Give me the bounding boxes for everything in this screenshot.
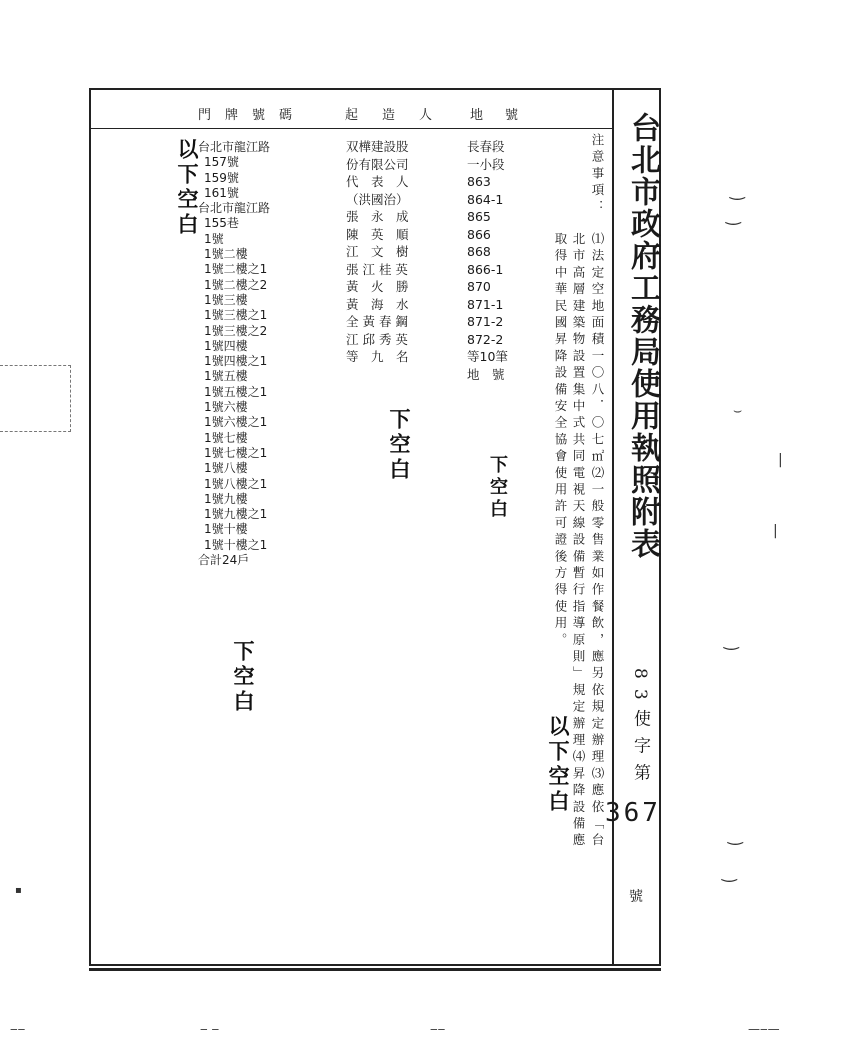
notes-heading: 注意事項： bbox=[590, 133, 605, 217]
land-number-item: 866 bbox=[467, 226, 491, 242]
scan-mark: ‿ bbox=[726, 205, 741, 226]
land-number-item: 866-1 bbox=[467, 261, 504, 277]
address-item: 1號二樓之1 bbox=[204, 262, 268, 277]
handwritten-blank-mid: 下空白 bbox=[487, 455, 508, 521]
address-item: 1號七樓 bbox=[204, 430, 248, 445]
address-item: 台北市龍江路 bbox=[198, 201, 271, 216]
address-item: 1號二樓 bbox=[204, 247, 248, 262]
builder-item: 江 文 樹 bbox=[346, 244, 409, 259]
address-item: 台北市龍江路 bbox=[198, 140, 271, 154]
builder-item: 份有限公司 bbox=[346, 156, 409, 172]
address-item: 1號三樓 bbox=[204, 292, 248, 307]
builder-item: 双樺建設股 bbox=[346, 139, 409, 154]
address-item: 1號 bbox=[204, 231, 224, 246]
address-item: 157號 bbox=[204, 155, 239, 170]
address-item: 1號十樓 bbox=[204, 522, 248, 537]
builder-item: 代 表 人 bbox=[346, 174, 409, 189]
land-number-item: 870 bbox=[467, 279, 491, 294]
builder-list bbox=[346, 138, 409, 366]
notes-line-3: 取得中華民國昇降設備安全協會使用許可證後方得使用。 bbox=[553, 232, 568, 650]
address-item: 1號四樓 bbox=[204, 338, 248, 353]
land-number-item: 863 bbox=[467, 174, 491, 189]
scan-mark: ‒ ‒ bbox=[200, 1022, 220, 1036]
land-number-item: 872-2 bbox=[467, 331, 504, 347]
address-item: 1號八樓之1 bbox=[204, 476, 268, 491]
scan-mark: ‿ bbox=[722, 862, 737, 883]
address-item: 1號六樓之1 bbox=[204, 415, 268, 430]
land-number-item: 一小段 bbox=[467, 156, 505, 172]
land-number-item: 等10筆 bbox=[467, 349, 508, 364]
scan-mark: ⌣ bbox=[733, 403, 743, 419]
header-builder: 起造人 bbox=[345, 108, 457, 123]
notes-line-1: ⑴法定空地面積一〇八．〇七㎡⑵一般零售業如作餐飲，應另依規定辦理⑶應依「台 bbox=[590, 232, 605, 850]
header-land-number: 地號 bbox=[470, 108, 541, 123]
land-number-item: 864-1 bbox=[467, 191, 504, 207]
handwritten-blank-center: 下空白 bbox=[387, 408, 412, 483]
permit-number: 367 bbox=[605, 798, 661, 828]
builder-item: （洪國治） bbox=[346, 191, 409, 207]
land-number-item: 地 號 bbox=[467, 366, 505, 382]
handwritten-blank-left: 以下空白 bbox=[175, 138, 200, 238]
land-number-item: 868 bbox=[467, 244, 491, 259]
scan-mark: ‒‒ bbox=[430, 1022, 446, 1036]
scan-mark: ‒‒ bbox=[10, 1022, 26, 1036]
builder-item: 全 黃 春 鋼 bbox=[346, 314, 408, 329]
scan-mark: | bbox=[778, 452, 783, 468]
builder-item: 黃 火 勝 bbox=[346, 279, 409, 294]
address-item: 155巷 bbox=[204, 216, 239, 231]
address-item: 159號 bbox=[204, 170, 239, 185]
permit-suffix: 號 bbox=[629, 889, 643, 905]
builder-item: 黃 海 水 bbox=[346, 296, 409, 312]
notes-line-2: 北市高層建築物設置集中式共同電視天線設備暫行指導原則」規定辦理⑷昇降設備應 bbox=[571, 232, 586, 850]
address-item: 161號 bbox=[204, 185, 239, 200]
land-number-item: 865 bbox=[467, 209, 491, 224]
address-item: 1號三樓之2 bbox=[204, 323, 268, 338]
builder-item: 張 永 成 bbox=[346, 209, 409, 224]
address-item: 1號六樓 bbox=[204, 400, 248, 415]
address-item: 1號八樓 bbox=[204, 461, 248, 476]
land-number-item: 871-1 bbox=[467, 296, 504, 312]
handwritten-blank-bottom: 下空白 bbox=[231, 640, 256, 715]
land-number-item: 871-2 bbox=[467, 314, 504, 329]
address-item: 1號二樓之2 bbox=[204, 277, 268, 292]
permit-prefix: 83使字第 bbox=[630, 668, 650, 791]
address-item: 1號九樓 bbox=[204, 491, 248, 506]
address-item: 1號五樓 bbox=[204, 369, 248, 384]
header-door-number: 門牌號碼 bbox=[198, 108, 307, 123]
address-item: 1號七樓之1 bbox=[204, 445, 268, 460]
builder-item: 陳 英 順 bbox=[346, 226, 409, 242]
scan-mark: ‿ bbox=[730, 180, 745, 201]
address-item: 1號九樓之1 bbox=[204, 507, 268, 522]
builder-item: 張 江 桂 英 bbox=[346, 261, 408, 277]
divider-title-column bbox=[612, 88, 614, 966]
scan-mark: ‿ bbox=[724, 630, 739, 651]
address-item: 合計24戶 bbox=[198, 553, 250, 568]
land-number-item: 長春段 bbox=[467, 139, 505, 154]
address-item: 1號三樓之1 bbox=[204, 308, 268, 323]
land-number-list bbox=[467, 138, 508, 383]
address-item: 1號四樓之1 bbox=[204, 354, 268, 369]
address-item: 1號十樓之1 bbox=[204, 537, 268, 552]
table-bottom-border bbox=[89, 962, 661, 971]
address-list bbox=[198, 140, 270, 568]
builder-item: 江 邱 秀 英 bbox=[346, 331, 408, 347]
scan-mark: ▪ bbox=[15, 885, 22, 896]
scan-mark: | bbox=[773, 523, 778, 539]
header-underline bbox=[89, 128, 614, 129]
scan-mark: —‒— bbox=[748, 1022, 780, 1036]
address-item: 1號五樓之1 bbox=[204, 384, 268, 399]
stamp-remnant bbox=[0, 365, 71, 432]
scan-mark: ‿ bbox=[728, 825, 743, 846]
builder-item: 等 九 名 bbox=[346, 349, 409, 364]
handwritten-blank-notes: 以下空白 bbox=[546, 715, 571, 815]
page-title: 台北市政府工務局使用執照附表 bbox=[625, 112, 660, 560]
